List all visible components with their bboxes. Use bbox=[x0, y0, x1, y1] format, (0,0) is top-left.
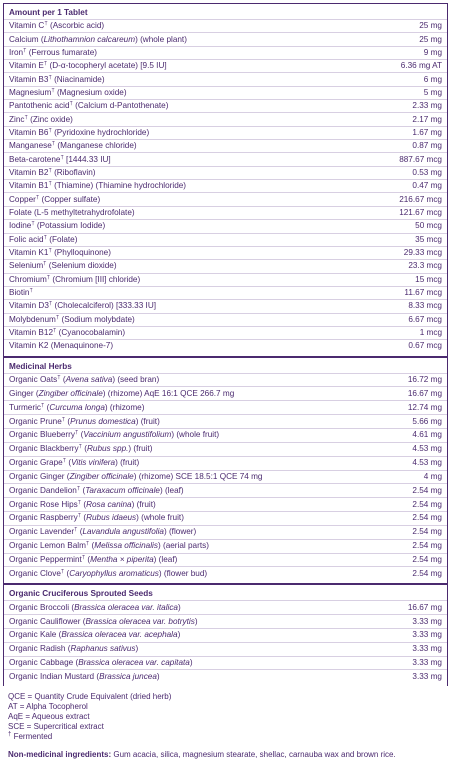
ingredient-amount: 6.67 mcg bbox=[408, 314, 442, 324]
ingredient-row bbox=[4, 59, 447, 72]
ingredient-amount: 2.54 mg bbox=[412, 485, 442, 495]
note-line: AqE = Aqueous extract bbox=[8, 712, 90, 721]
ingredient-amount: 6.36 mg AT bbox=[400, 61, 442, 71]
ingredient-amount: 5 mg bbox=[423, 87, 442, 97]
ingredient-name: Selenium† (Selenium dioxide) bbox=[9, 261, 117, 271]
ingredient-name: Iron† (Ferrous fumarate) bbox=[9, 47, 97, 57]
ingredient-name: Vitamin K1† (Phylloquinone) bbox=[9, 248, 111, 258]
ingredient-name: Organic Prune† (Prunus domestica) (fruit) bbox=[9, 416, 160, 426]
ingredient-row bbox=[4, 233, 447, 246]
ingredient-name: Organic Oats† (Avena sativa) (seed bran) bbox=[9, 375, 160, 385]
ingredient-amount: 4.61 mg bbox=[412, 430, 442, 440]
ingredient-amount: 2.54 mg bbox=[412, 513, 442, 523]
ingredient-row bbox=[4, 32, 447, 45]
ingredient-row bbox=[4, 497, 447, 511]
ingredient-name: Organic Dandelion† (Taraxacum officinale) (leaf) bbox=[9, 485, 184, 495]
ingredient-row bbox=[4, 470, 447, 484]
ingredient-amount: 2.54 mg bbox=[412, 554, 442, 564]
ingredient-row bbox=[4, 246, 447, 259]
ingredient-amount: 0.87 mg bbox=[412, 141, 442, 151]
ingredient-row bbox=[4, 313, 447, 326]
sprouted-section bbox=[4, 585, 447, 686]
note-line: QCE = Quantity Crude Equivalent (dried herb) bbox=[8, 692, 172, 701]
ingredient-name: Pantothenic acid† (Calcium d-Pantothenate) bbox=[9, 101, 169, 111]
nonmedicinal-text: Gum acacia, silica, magnesium stearate, shellac, carnauba wax and brown rice. bbox=[111, 750, 396, 759]
ingredient-row bbox=[4, 400, 447, 414]
ingredient-row bbox=[4, 642, 447, 656]
ingredient-amount: 9 mg bbox=[423, 47, 442, 57]
ingredient-amount: 16.67 mg bbox=[407, 602, 442, 612]
supplement-facts-panel bbox=[3, 3, 448, 686]
ingredient-amount: 15 mcg bbox=[415, 274, 442, 284]
ingredient-amount: 1.67 mg bbox=[412, 127, 442, 137]
herbs-rows bbox=[4, 373, 447, 581]
ingredient-name: Calcium (Lithothamnion calcareum) (whole plant) bbox=[9, 34, 187, 44]
ingredient-row bbox=[4, 539, 447, 553]
ingredient-row bbox=[4, 152, 447, 165]
ingredient-amount: 6 mg bbox=[423, 74, 442, 84]
ingredient-row bbox=[4, 414, 447, 428]
ingredient-row bbox=[4, 442, 447, 456]
ingredient-name: Chromium† (Chromium [III] chloride) bbox=[9, 274, 141, 284]
herbs-section bbox=[4, 358, 447, 586]
ingredient-amount: 2.54 mg bbox=[412, 527, 442, 537]
ingredient-name: Vitamin B1† (Thiamine) (Thiamine hydrochloride) bbox=[9, 181, 187, 191]
ingredient-name: Organic Ginger (Zingiber officinale) (rhizome) SCE 18.5:1 QCE 74 mg bbox=[9, 471, 263, 481]
ingredient-row bbox=[4, 86, 447, 99]
ingredient-row bbox=[4, 326, 447, 339]
ingredient-name: Organic Lemon Balm† (Melissa officinalis) (aerial parts) bbox=[9, 541, 209, 551]
ingredient-name: Vitamin B6† (Pyridoxine hydrochloride) bbox=[9, 127, 150, 137]
ingredient-amount: 216.67 mcg bbox=[399, 194, 442, 204]
ingredient-name: Zinc† (Zinc oxide) bbox=[9, 114, 73, 124]
ingredient-name: Organic Raspberry† (Rubus idaeus) (whole fruit) bbox=[9, 513, 184, 523]
ingredient-amount: 1 mcg bbox=[419, 328, 442, 338]
ingredient-amount: 4.53 mg bbox=[412, 458, 442, 468]
ingredient-amount: 3.33 mg bbox=[412, 671, 442, 681]
ingredient-name: Organic Radish (Raphanus sativus) bbox=[9, 644, 139, 654]
ingredient-name: Vitamin B3† (Niacinamide) bbox=[9, 74, 105, 84]
ingredient-amount: 2.54 mg bbox=[412, 568, 442, 578]
ingredient-row bbox=[4, 99, 447, 112]
ingredient-amount: 50 mcg bbox=[415, 221, 442, 231]
ingredient-amount: 16.72 mg bbox=[407, 375, 442, 385]
ingredient-row bbox=[4, 219, 447, 232]
sprouted-heading: Organic Cruciferous Sprouted Seeds bbox=[9, 589, 153, 599]
sprouted-rows bbox=[4, 600, 447, 683]
ingredient-amount: 887.67 mcg bbox=[399, 154, 442, 164]
ingredient-amount: 0.67 mcg bbox=[408, 341, 442, 351]
ingredient-row bbox=[4, 206, 447, 219]
abbreviation-notes bbox=[3, 686, 446, 744]
ingredient-amount: 29.33 mcg bbox=[403, 248, 442, 258]
herbs-heading: Medicinal Herbs bbox=[9, 361, 72, 371]
ingredient-row bbox=[4, 525, 447, 539]
ingredient-amount: 35 mcg bbox=[415, 234, 442, 244]
ingredient-name: Vitamin E† (D-α-tocopheryl acetate) [9.5 IU] bbox=[9, 61, 167, 71]
ingredient-amount: 8.33 mcg bbox=[408, 301, 442, 311]
nonmedicinal-label: Non-medicinal ingredients: bbox=[8, 750, 112, 759]
ingredient-amount: 25 mg bbox=[419, 21, 442, 31]
ingredient-name: Organic Broccoli (Brassica oleracea var. italica) bbox=[9, 602, 181, 612]
ingredient-row bbox=[4, 669, 447, 683]
ingredient-row bbox=[4, 373, 447, 387]
ingredient-name: Ginger (Zingiber officinale) (rhizome) AqE 16:1 QCE 266.7 mg bbox=[9, 388, 235, 398]
ingredient-amount: 3.33 mg bbox=[412, 616, 442, 626]
ingredient-name: Organic Cauliflower (Brassica oleracea var. botrytis) bbox=[9, 616, 198, 626]
ingredient-row bbox=[4, 566, 447, 580]
ingredient-row bbox=[4, 428, 447, 442]
ingredient-row bbox=[4, 553, 447, 567]
ingredient-row bbox=[4, 656, 447, 670]
ingredient-row bbox=[4, 386, 447, 400]
ingredient-name: Organic Rose Hips† (Rosa canina) (fruit) bbox=[9, 499, 156, 509]
ingredient-name: Vitamin K2 (Menaquinone-7) bbox=[9, 341, 114, 351]
ingredient-name: Organic Peppermint† (Mentha × piperita) (leaf) bbox=[9, 554, 178, 564]
ingredient-amount: 5.66 mg bbox=[412, 416, 442, 426]
ingredient-name: Molybdenum† (Sodium molybdate) bbox=[9, 314, 135, 324]
ingredient-name: Vitamin B12† (Cyanocobalamin) bbox=[9, 328, 126, 338]
note-line: SCE = Supercritical extract bbox=[8, 722, 104, 731]
ingredient-row bbox=[4, 72, 447, 85]
ingredient-amount: 0.47 mg bbox=[412, 181, 442, 191]
ingredient-amount: 2.17 mg bbox=[412, 114, 442, 124]
ingredient-amount: 23.3 mcg bbox=[408, 261, 442, 271]
ingredient-amount: 4 mg bbox=[423, 471, 442, 481]
ingredient-row bbox=[4, 600, 447, 614]
ingredient-amount: 2.33 mg bbox=[412, 101, 442, 111]
ingredient-amount: 2.54 mg bbox=[412, 541, 442, 551]
ingredient-amount: 3.33 mg bbox=[412, 644, 442, 654]
ingredient-row bbox=[4, 126, 447, 139]
ingredient-name: Folic acid† (Folate) bbox=[9, 234, 78, 244]
ingredient-row bbox=[4, 112, 447, 125]
vitamins-rows bbox=[4, 19, 447, 353]
note-line: † Fermented bbox=[8, 731, 53, 741]
ingredient-name: Organic Blueberry† (Vaccinium angustifolium) (whole fruit) bbox=[9, 430, 220, 440]
ingredient-amount: 11.67 mcg bbox=[404, 288, 442, 298]
ingredient-amount: 16.67 mg bbox=[407, 388, 442, 398]
ingredient-row bbox=[4, 614, 447, 628]
ingredient-row bbox=[4, 166, 447, 179]
ingredient-row bbox=[4, 139, 447, 152]
ingredient-name: Vitamin C† (Ascorbic acid) bbox=[9, 21, 105, 31]
nonmedicinal-ingredients bbox=[3, 744, 446, 760]
ingredient-row bbox=[4, 179, 447, 192]
ingredient-row bbox=[4, 339, 447, 352]
ingredient-amount: 2.54 mg bbox=[412, 499, 442, 509]
ingredient-name: Organic Lavender† (Lavandula angustifolia) (flower) bbox=[9, 527, 197, 537]
ingredient-amount: 121.67 mcg bbox=[399, 207, 442, 217]
ingredient-name: Organic Kale (Brassica oleracea var. acephala) bbox=[9, 630, 181, 640]
ingredient-name: Turmeric† (Curcuma longa) (rhizome) bbox=[9, 402, 145, 412]
vitamins-heading: Amount per 1 Tablet bbox=[9, 8, 88, 17]
ingredient-row bbox=[4, 628, 447, 642]
footer bbox=[3, 686, 446, 760]
ingredient-amount: 0.53 mg bbox=[412, 167, 442, 177]
ingredient-name: Copper† (Copper sulfate) bbox=[9, 194, 101, 204]
ingredient-name: Organic Blackberry† (Rubus spp.) (fruit) bbox=[9, 444, 153, 454]
vitamins-section bbox=[4, 4, 447, 358]
ingredient-row bbox=[4, 483, 447, 497]
ingredient-name: Magnesium† (Magnesium oxide) bbox=[9, 87, 127, 97]
ingredient-name: Organic Grape† (Vitis vinifera) (fruit) bbox=[9, 458, 140, 468]
ingredient-name: Folate (L-5 methyltetrahydrofolate) bbox=[9, 207, 135, 217]
ingredient-name: Manganese† (Manganese chloride) bbox=[9, 141, 137, 151]
ingredient-name: Beta-carotene† [1444.33 IU] bbox=[9, 154, 111, 164]
note-line: AT = Alpha Tocopherol bbox=[8, 702, 88, 711]
ingredient-name: Biotin† bbox=[9, 288, 33, 298]
ingredient-name: Organic Cabbage (Brassica oleracea var. capitata) bbox=[9, 658, 193, 668]
ingredient-row bbox=[4, 286, 447, 299]
ingredient-row bbox=[4, 46, 447, 59]
ingredient-row bbox=[4, 299, 447, 312]
ingredient-row bbox=[4, 192, 447, 205]
ingredient-amount: 3.33 mg bbox=[412, 630, 442, 640]
ingredient-amount: 12.74 mg bbox=[407, 402, 442, 412]
ingredient-amount: 3.33 mg bbox=[412, 658, 442, 668]
ingredient-row bbox=[4, 273, 447, 286]
ingredient-row bbox=[4, 19, 447, 32]
ingredient-name: Organic Clove† (Caryophyllus aromaticus) (flower bud) bbox=[9, 568, 208, 578]
ingredient-amount: 25 mg bbox=[419, 34, 442, 44]
ingredient-amount: 4.53 mg bbox=[412, 444, 442, 454]
ingredient-name: Organic Indian Mustard (Brassica juncea) bbox=[9, 671, 160, 681]
ingredient-name: Vitamin B2† (Riboflavin) bbox=[9, 167, 96, 177]
ingredient-name: Iodine† (Potassium Iodide) bbox=[9, 221, 106, 231]
ingredient-row bbox=[4, 259, 447, 272]
ingredient-row bbox=[4, 511, 447, 525]
ingredient-name: Vitamin D3† (Cholecalciferol) [333.33 IU] bbox=[9, 301, 157, 311]
ingredient-row bbox=[4, 456, 447, 470]
